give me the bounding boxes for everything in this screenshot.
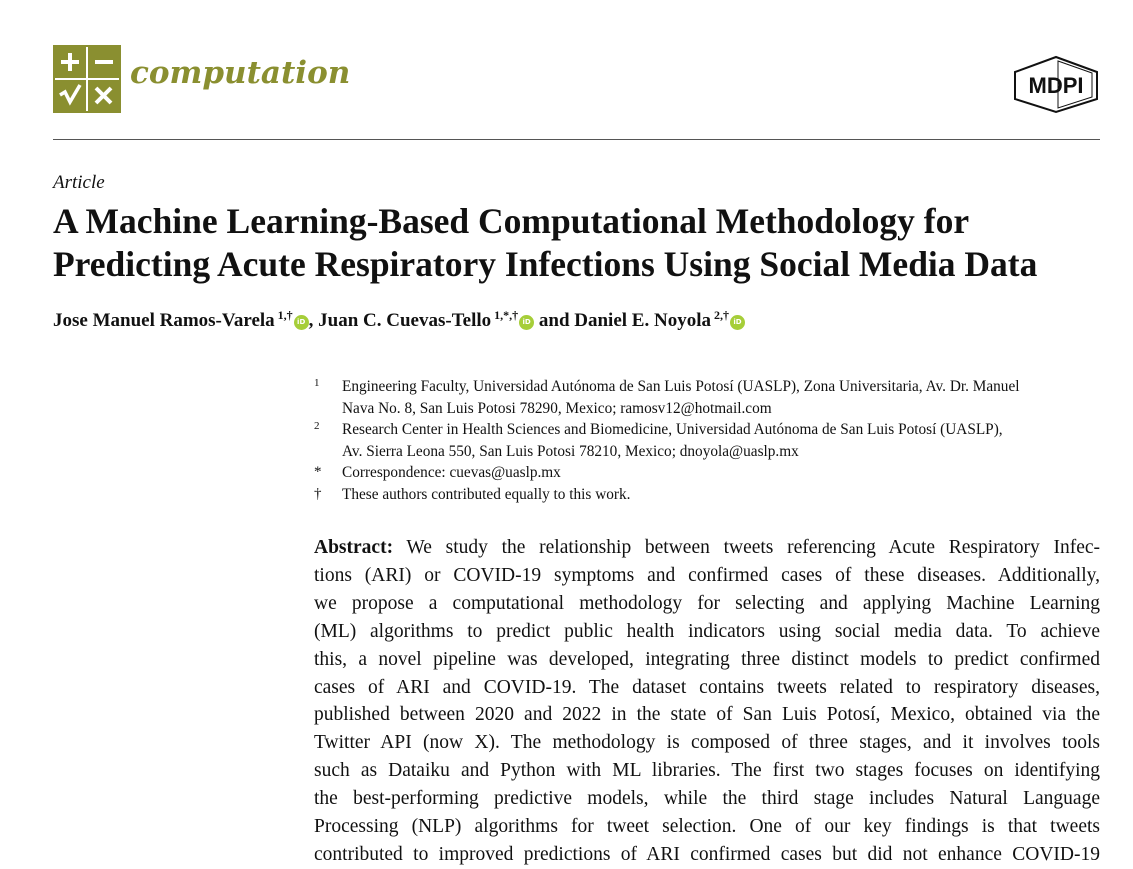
affiliation-line: Av. Sierra Leona 550, San Luis Potosi 78210, Mexico; dnoyola@uaslp.mx	[342, 442, 799, 460]
author-affiliation-marks: 2,†	[713, 308, 729, 322]
abstract-line: Twitter API (now X). The methodology is composed of three stages, and it involves tools	[314, 732, 1100, 754]
abstract-line	[314, 534, 1100, 562]
abstract-line: contributed to improved predictions of ARI confirmed cases but did not enhance COVID-19	[314, 843, 1100, 865]
affiliation-item	[314, 419, 1104, 462]
affiliation-line: Research Center in Health Sciences and Biomedicine, Universidad Autónoma de San Luis Potosí (UASLP),	[342, 421, 1003, 438]
author-separator: and	[534, 310, 575, 331]
author-name[interactable]: Jose Manuel Ramos-Varela	[53, 310, 275, 331]
affiliation-line: Nava No. 8, San Luis Potosi 78290, Mexico; ramosv12@hotmail.com	[342, 399, 772, 417]
orcid-icon[interactable]: iD	[294, 315, 309, 330]
author-list	[53, 308, 745, 332]
abstract-line: (ML) algorithms to predict public health indicators using social media data. To achieve	[314, 620, 1100, 642]
correspondence-item	[314, 462, 1104, 484]
affiliations	[314, 376, 1104, 505]
affiliation-mark: 2	[314, 420, 320, 432]
journal-name: computation	[130, 55, 351, 91]
abstract-text: We study the relationship between tweets referencing Acute Respiratory Infec-	[393, 537, 1100, 558]
math-operators-icon	[53, 45, 121, 113]
mdpi-logo	[1011, 54, 1101, 114]
abstract-label: Abstract:	[314, 537, 394, 558]
author-affiliation-marks: 1,*,†	[494, 308, 519, 322]
title-line: Predicting Acute Respiratory Infections Using Social Media Data	[53, 244, 1038, 284]
abstract-line: tions (ARI) or COVID-19 symptoms and confirmed cases of these diseases. Additionally,	[314, 564, 1100, 586]
abstract-line: the best-performing predictive models, while the third stage includes Natural Language	[314, 788, 1100, 810]
abstract-line: this, a novel pipeline was developed, integrating three distinct models to predict confirmed	[314, 648, 1100, 670]
paper-title	[53, 200, 1113, 286]
affiliation-line: Engineering Faculty, Universidad Autónoma de San Luis Potosí (UASLP), Zona Universitaria, Av. Dr. Manuel	[342, 378, 1020, 395]
orcid-icon[interactable]: iD	[519, 315, 534, 330]
author-name[interactable]: Juan C. Cuevas-Tello	[318, 310, 492, 331]
journal-logo	[53, 45, 121, 113]
abstract	[314, 534, 1100, 869]
article-type: Article	[53, 172, 105, 193]
abstract-line: such as Dataiku and Python with ML libraries. The first two stages focuses on identifying	[314, 760, 1100, 782]
abstract-line: cases of ARI and COVID-19. The dataset contains tweets related to respiratory diseases,	[314, 676, 1100, 698]
affiliation-mark: *	[314, 464, 322, 480]
abstract-line: published between 2020 and 2022 in the state of San Luis Potosí, Mexico, obtained via the	[314, 704, 1100, 726]
affiliation-mark: †	[314, 485, 322, 502]
affiliation-mark: 1	[314, 377, 320, 389]
title-line: A Machine Learning-Based Computational Methodology for	[53, 201, 970, 241]
publisher-name: MDPI	[1028, 73, 1084, 98]
abstract-line: Processing (NLP) algorithms for tweet selection. One of our key findings is that tweets	[314, 816, 1100, 838]
note-line: These authors contributed equally to this work.	[342, 485, 631, 503]
equal-contribution-note	[314, 484, 1104, 506]
affiliation-item	[314, 376, 1104, 419]
author-separator: ,	[308, 310, 319, 331]
orcid-icon[interactable]: iD	[730, 315, 745, 330]
abstract-line: we propose a computational methodology for selecting and applying Machine Learning	[314, 592, 1100, 614]
author-name[interactable]: Daniel E. Noyola	[574, 310, 711, 331]
correspondence-line[interactable]: Correspondence: cuevas@uaslp.mx	[342, 464, 561, 481]
author-affiliation-marks: 1,†	[277, 308, 293, 322]
header-divider	[53, 139, 1100, 140]
